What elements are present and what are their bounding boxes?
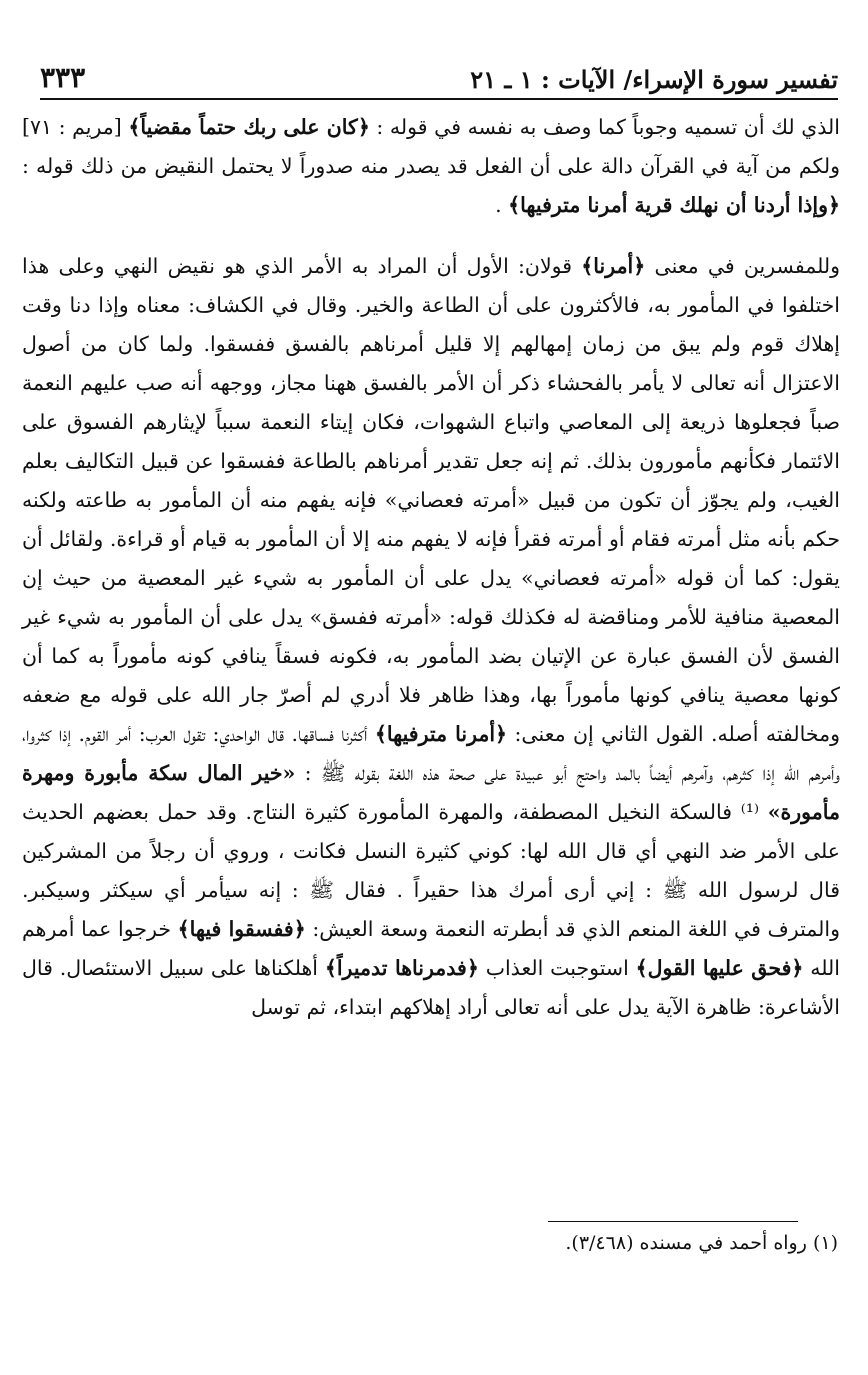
text-run: ⁽¹⁾ فالسكة النخيل المصطفة، والمهرة المأمورة كثيرة النتاج. وقد حمل بعضهم الحديث على الأمر ضد النهي أي قال الله لها: كوني كثيرة النسل فكانت ، وروي أن رجلاً من المشركين قال لرسول الله ﷺ : إني أرى أمرك هذا حقيراً . فقال ﷺ : إنه سيأمر أي سيكثر وسيكبر. والمترف في اللغة المنعم الذي قد أبطرته النعمة وسعة العيش: [22,800,840,941]
quran-quote: ﴿فحق عليها القول﴾ [635,956,804,980]
footnote: (١) رواه أحمد في مسنده (٣/٤٦٨). [565,1232,838,1254]
paragraph-1 [22,108,840,225]
text-run: أهلكناها على سبيل الاستئصال. قال الأشاعرة: ظاهرة الآية يدل على أنه تعالى أراد إهلاكهم ابتداء، ثم توسل [22,956,840,1019]
text-run: أكثرنا فساقها. قال الواحدي: تقول العرب: أمر القوم. إذا كثروا، وأمرهم الله إذا كثرهم، وآمرهم أيضاً بالمد واحتج أبو عبيدة على صحة هذه اللغة بقوله ﷺ : [22,722,840,785]
footnote-divider [548,1221,798,1222]
text-run: . [495,193,509,217]
running-title: تفسير سورة الإسراء/ الآيات : ١ ـ ٢١ [470,65,838,94]
text-run: قولان: الأول أن المراد به الأمر الذي هو نقيض النهي وعلى هذا اختلفوا في المأمور به، فالأكثرون على أن الطاعة والخير. وقال في الكشاف: معناه وإذا دنا وقت إهلاك قوم ولم يبق من زمان إمهالهم إلا قليل أمرناهم بالفسق ففسقوا. ولما كان من أصول الاعتزال أنه تعالى لا يأمر بالفحشاء ذكر أن الأمر بالفسق ههنا مجاز، ووجهه أنه صب عليهم النعمة صباً فجعلوها ذريعة إلى المعاصي واتباع الشهوات، فكان إيتاء النعمة سبباً لإيثارهم الفسوق على الائتمار فكأنهم مأمورون بذلك. ثم إنه جعل تقدير أمرناهم بالطاعة ففسقوا عن قبيل التكاليف بعلم الغيب، ولم يجوّز أن تكون من قبيل «أمرته فعصاني» فإنه يفهم منه أن المأمور به طاعته ولكنه حكم بأنه مثل أمرته فقام أو أمرته فقرأ فإنه لا يفهم منه إلا أن المأمور به قيام أو قراءة. ولقائل أن يقول: كما أن قوله «أمرته فعصاني» يدل على أن المأمور به شيء غير المعصية من حيث إن المعصية منافية للأمر ومناقضة له فكذلك قوله: «أمرته ففسق» يدل على أن المأمور به شيء غير الفسق لأن الفسق عبارة عن الإتيان بضد المأمور به، فكونه فسقاً ينافي كونه مأموراً به كما أن كونها معصية ينافي كونها مأموراً بها، وهذا ظاهر فلا أدري لم أصرّ جار الله على قوله مع ضعفه ومخالفته أصله. القول الثاني إن معنى: [22,254,841,746]
quran-quote: ﴿أمرنا﴾ [581,254,646,278]
body-text [22,108,840,1027]
quran-quote: ﴿وإذا أردنا أن نهلك قرية أمرنا مترفيها﴾ [508,193,840,217]
text-run: وللمفسرين في معنى [645,254,840,278]
quran-quote: ﴿أمرنا مترفيها﴾ [374,722,508,746]
text-run: [مريم : ٧١] ولكم من آية في القرآن دالة على أن الفعل قد يصدر منه صدوراً لا يحتمل النقيض من ذلك قوله : [22,115,840,178]
text-run: خرجوا عما أمرهم الله [22,917,840,980]
quran-quote: ﴿كان على ربك حتماً مقضياً﴾ [128,115,370,139]
page-number: ٣٣٣ [40,61,86,94]
paragraph-2 [22,247,840,1027]
text-run: استوجبت العذاب [478,956,636,980]
quran-quote: ﴿ففسقوا فيها﴾ [177,917,306,941]
quran-quote: ﴿فدمرناها تدميراً﴾ [324,956,479,980]
text-run: الذي لك أن تسميه وجوباً كما وصف به نفسه في قوله : [369,115,840,139]
quran-quote: «خير المال سكة مأبورة ومهرة مأمورة» [22,761,840,824]
page-header [40,52,838,100]
